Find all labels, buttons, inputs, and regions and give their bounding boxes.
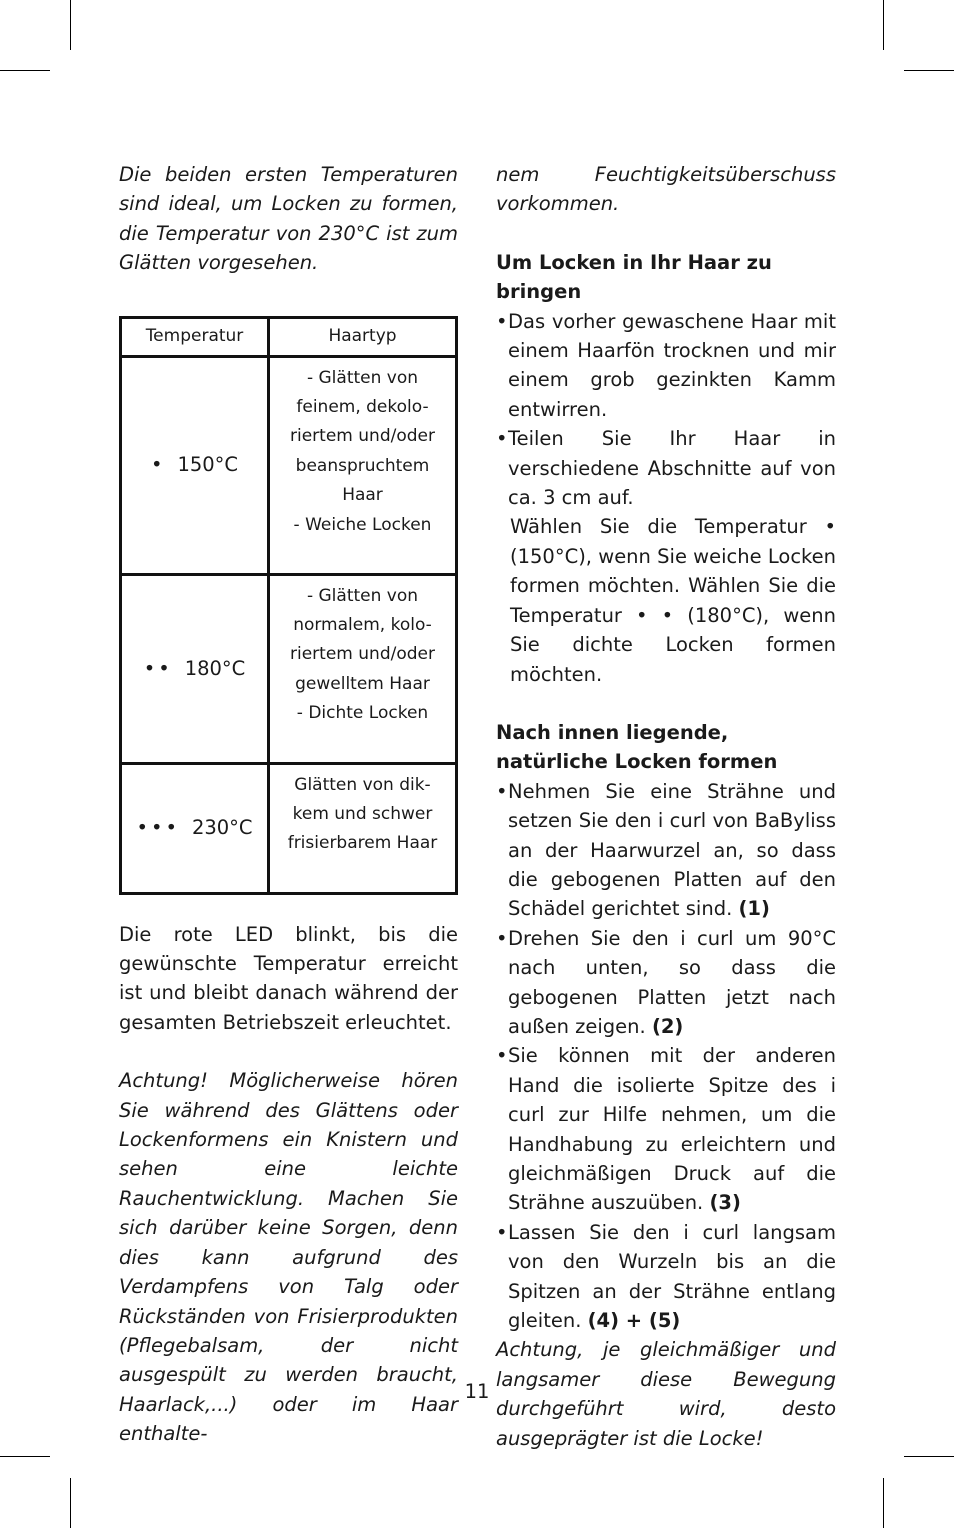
temp-cell-230 xyxy=(121,763,269,893)
table-header-hair-type: Haartyp xyxy=(269,317,457,356)
hair-type-cell xyxy=(269,763,457,893)
bullet-item xyxy=(496,1041,836,1217)
hair-line: - Dichte Locken xyxy=(296,703,429,724)
temp-value: 150°C xyxy=(177,453,239,477)
bullet-text: Sie können mit der anderen Hand die isolierte Spitze des i curl zur Hilfe nehmen, um die Handhabung zu erleichtern und gleichmäßigen Druck auf die Strähne auszuüben. xyxy=(508,1044,836,1215)
crop-mark xyxy=(0,1456,50,1457)
temp-dots: • xyxy=(150,453,166,477)
bullet-text: Nehmen Sie eine Strähne und setzen Sie den i curl von BaByliss an der Haarwurzel an, so dass die gebogenen Platten auf den Schädel gerichtet sind. xyxy=(508,779,836,921)
hair-line: feinem, dekolo- xyxy=(296,397,429,418)
temp-dots: •• xyxy=(143,656,173,680)
crop-mark xyxy=(0,70,50,71)
bullet-item: • Das vorher gewaschene Haar mit einem Haarfön trocknen und mir einem grob gezinkten Kamm entwirren. xyxy=(496,307,836,425)
right-column xyxy=(496,160,836,1453)
temperature-table xyxy=(119,316,458,895)
hair-line: - Weiche Locken xyxy=(293,514,432,535)
temp-value: 180°C xyxy=(184,656,246,680)
crop-mark xyxy=(883,0,884,50)
hair-line: normalem, kolo- xyxy=(293,615,432,636)
temp-cell-180 xyxy=(121,574,269,763)
warning-text: Achtung! Möglicherweise hören Sie während des Glättens oder Lockenformens ein Knistern und sehen eine leichte Rauchentwicklung. Machen Sie sich darüber keine Sorgen, denn dies kann aufgrund des Verdampfens von Talg oder Rückständen von Frisierprodukten (Pflegebalsam, der nicht ausgespült zu werden braucht, Haarlack,...) oder im Haar enthalte- xyxy=(119,1069,458,1446)
section-heading-natural-curls: Nach innen liegende, natürliche Locken formen xyxy=(496,720,778,774)
bullet-text: Drehen Sie den i curl um 90°C nach unten, so dass die gebogenen Platten jetzt nach außen zeigen. xyxy=(508,926,836,1038)
hair-line: Haar xyxy=(342,485,383,506)
temp-value: 230°C xyxy=(191,816,253,840)
hair-type-cell xyxy=(269,356,457,574)
continuation-text: nem Feuchtigkeitsüberschuss vorkommen. xyxy=(496,163,836,216)
page-number: 11 xyxy=(464,1380,490,1403)
bullet-item xyxy=(496,924,836,1042)
crop-mark xyxy=(70,0,71,50)
bullet-item: • Teilen Sie Ihr Haar in verschiedene Abschnitte auf von ca. 3 cm auf. xyxy=(496,424,836,512)
figure-ref: (3) xyxy=(709,1191,741,1215)
crop-mark xyxy=(904,70,954,71)
intro-text: Die beiden ersten Temperaturen sind ideal, um Locken zu formen, die Temperatur von 230°C ist zum Glätten vorgesehen. xyxy=(119,163,458,275)
crop-mark xyxy=(883,1478,884,1528)
figure-ref: (2) xyxy=(651,1014,684,1038)
hair-line: - Glätten von xyxy=(306,585,419,606)
hair-line: gewelltem Haar xyxy=(295,673,430,694)
hair-line: beanspruchtem xyxy=(295,455,430,476)
hair-line: kem und schwer xyxy=(292,804,433,825)
crop-mark xyxy=(904,1456,954,1457)
crop-mark xyxy=(70,1478,71,1528)
note-text: Achtung, je gleichmäßiger und langsamer diese Bewegung durchgeführt wird, desto ausgeprägter ist die Locke! xyxy=(496,1338,836,1450)
bullet-text: Lassen Sie den i curl langsam von den Wurzeln bis an die Spitzen an der Strähne entlang gleiten. xyxy=(508,1220,836,1333)
hair-line: - Glätten von xyxy=(306,367,419,388)
hair-line: frisierbarem Haar xyxy=(287,833,438,854)
temp-dots: ••• xyxy=(136,816,180,840)
bullet-subtext: Wählen Sie die Temperatur • (150°C), wenn Sie weiche Locken formen möchten. Wählen Sie die Temperatur • • (180°C), wenn Sie dichte Locken formen möchten. xyxy=(510,515,836,686)
figure-ref: (1) xyxy=(738,897,770,921)
temp-cell-150 xyxy=(121,356,269,574)
hair-line: Glätten von dik- xyxy=(294,774,431,795)
table-header-temperature: Temperatur xyxy=(121,317,269,356)
left-column xyxy=(119,160,458,1449)
hair-type-cell xyxy=(269,574,457,763)
bullet-item xyxy=(496,1218,836,1336)
led-text: Die rote LED blinkt, bis die gewünschte Temperatur erreicht ist und bleibt danach während der gesamten Betriebszeit erleuchtet. xyxy=(119,922,458,1034)
section-heading-curls: Um Locken in Ihr Haar zu bringen xyxy=(496,250,772,304)
hair-line: riertem und/oder xyxy=(290,426,435,447)
bullet-item xyxy=(496,777,836,924)
figure-ref: (4) + (5) xyxy=(587,1309,681,1333)
hair-line: riertem und/oder xyxy=(290,644,435,665)
